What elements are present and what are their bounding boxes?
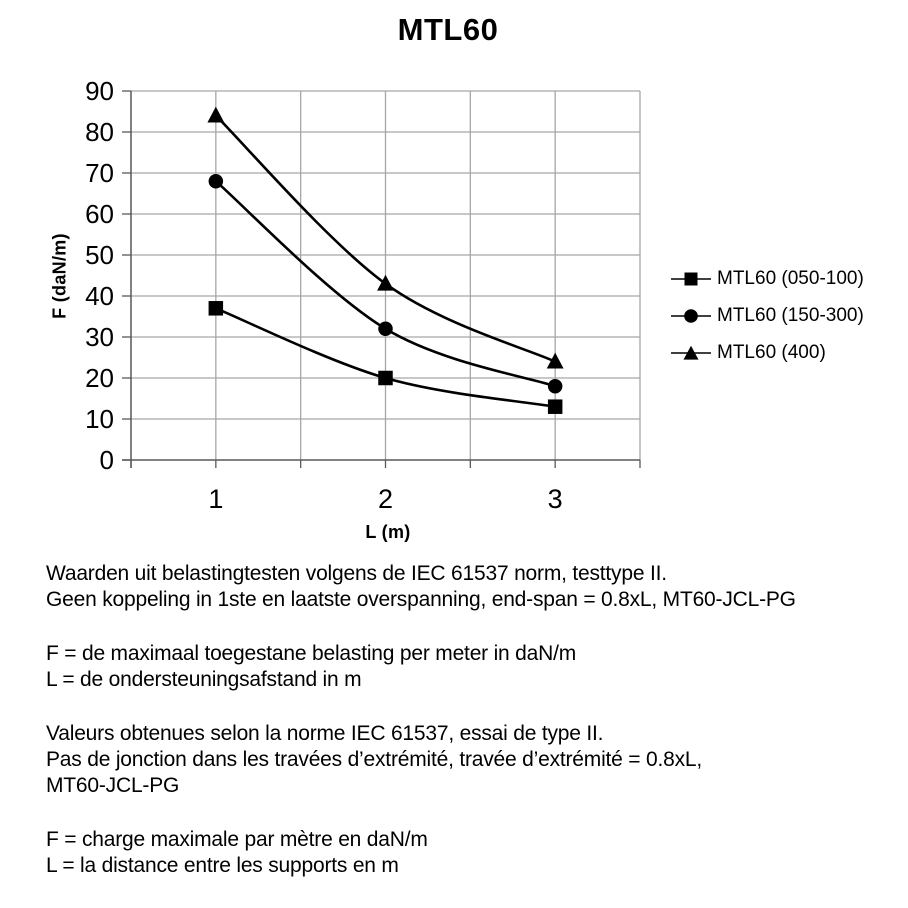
note-block-1 xyxy=(46,641,902,693)
series-marker-0 xyxy=(378,371,393,386)
series-marker-1 xyxy=(378,322,393,337)
note-line: MT60-JCL-PG xyxy=(46,774,180,797)
circle-marker-icon xyxy=(671,308,711,324)
y-axis-label: F (daN/m) xyxy=(49,233,70,319)
y-tick-label: 10 xyxy=(85,404,114,434)
legend-item-1 xyxy=(671,305,864,326)
legend-item-2 xyxy=(671,342,864,363)
chart-legend xyxy=(671,268,864,363)
note-line: Valeurs obtenues selon la norme IEC 61537, essai de type II. xyxy=(46,722,604,745)
note-line: F = de maximaal toegestane belasting per meter in daN/m xyxy=(46,642,577,665)
series-marker-0 xyxy=(548,399,563,414)
y-tick-label: 0 xyxy=(99,445,114,475)
note-line: F = charge maximale par mètre en daN/m xyxy=(46,828,428,851)
note-line: Waarden uit belastingtesten volgens de IEC 61537 norm, testtype II. xyxy=(46,562,667,585)
y-tick-label: 30 xyxy=(85,322,114,352)
chart-title: MTL60 xyxy=(397,12,499,47)
y-tick-label: 20 xyxy=(85,363,114,393)
y-tick-label: 70 xyxy=(85,158,114,188)
legend-item-0 xyxy=(671,268,864,289)
x-tick-label: 3 xyxy=(547,484,563,514)
series-marker-1 xyxy=(209,174,224,189)
note-block-0 xyxy=(46,561,902,613)
note-line: L = de ondersteuningsafstand in m xyxy=(46,668,362,691)
y-tick-label: 50 xyxy=(85,240,114,270)
legend-label: MTL60 (400) xyxy=(717,342,826,363)
note-line: Geen koppeling in 1ste en laatste overspanning, end-span = 0.8xL, MT60-JCL-PG xyxy=(46,588,796,611)
note-line: Pas de jonction dans les travées d’extrémité, travée d’extrémité = 0.8xL, xyxy=(46,748,702,771)
y-tick-label: 40 xyxy=(85,281,114,311)
legend-label: MTL60 (150-300) xyxy=(717,305,864,326)
legend-label: MTL60 (050-100) xyxy=(717,268,864,289)
triangle-marker-icon xyxy=(671,345,711,361)
note-block-2 xyxy=(46,721,902,799)
x-tick-label: 1 xyxy=(208,484,224,514)
series-marker-2 xyxy=(207,107,224,123)
y-tick-label: 80 xyxy=(85,117,114,147)
square-marker-icon xyxy=(671,271,711,287)
series-marker-2 xyxy=(547,353,564,369)
note-block-3 xyxy=(46,827,902,879)
y-tick-label: 60 xyxy=(85,199,114,229)
series-marker-0 xyxy=(209,301,224,316)
y-tick-label: 90 xyxy=(85,76,114,106)
series-marker-2 xyxy=(377,275,394,291)
series-marker-1 xyxy=(548,379,563,394)
note-line: L = la distance entre les supports en m xyxy=(46,854,399,877)
x-tick-label: 2 xyxy=(377,484,394,514)
notes-section xyxy=(46,561,902,907)
x-axis-label: L (m) xyxy=(365,522,411,542)
